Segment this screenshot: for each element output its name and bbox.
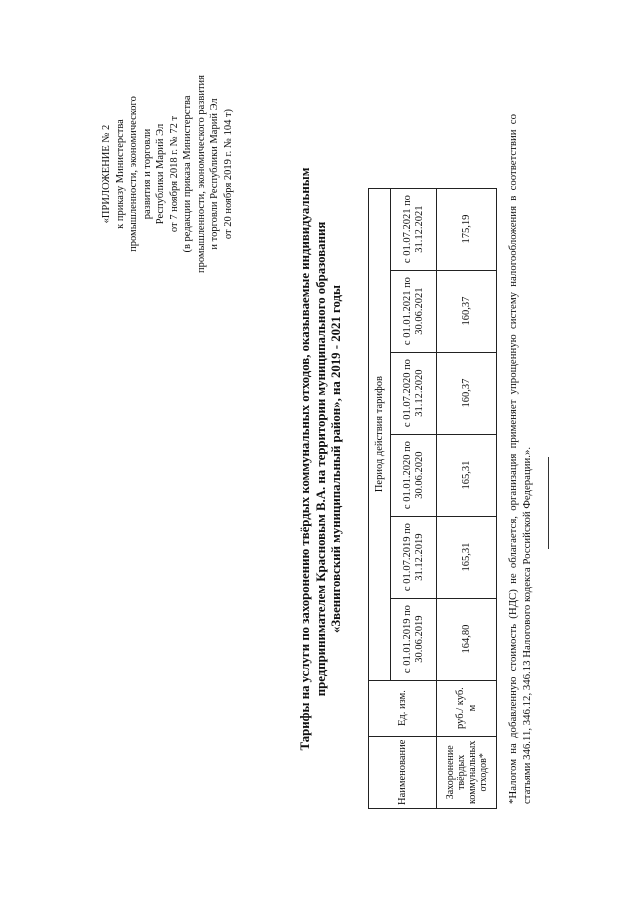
period-6: с 01.07.2021 по 31.12.2021 — [391, 188, 437, 270]
period-1: с 01.01.2019 по 30.06.2019 — [391, 598, 437, 680]
title-line: предпринимателем Красновым В.А. на территории муниципального образования — [313, 221, 328, 697]
appendix-line: «ПРИЛОЖЕНИЕ № 2 — [101, 124, 112, 224]
appendix-line: от 20 ноября 2019 г. № 104 т) — [222, 108, 234, 240]
divider-line — [548, 457, 549, 549]
value-3: 165,31 — [437, 434, 497, 516]
appendix-line: промышленности, экономического — [128, 96, 139, 252]
appendix-line: (в редакции приказа Министерства — [182, 95, 193, 253]
value-6: 175,19 — [437, 188, 497, 270]
value-4: 160,37 — [437, 352, 497, 434]
appendix-line: промышленности, экономического развития — [195, 75, 207, 274]
appendix-line: и торговли Республики Марий Эл — [209, 98, 220, 250]
header-name: Наименование — [369, 736, 437, 808]
appendix-line: от 7 ноября 2018 г. № 72 т — [168, 115, 180, 233]
appendix-line: Республики Марий Эл — [155, 123, 166, 225]
title-line: Тарифы на услуги по захоронению твёрдых коммунальных отходов, оказываемые индивидуальным — [298, 167, 312, 751]
appendix-line: развития и торговли — [141, 128, 153, 220]
value-5: 160,37 — [437, 270, 497, 352]
value-2: 165,31 — [437, 516, 497, 598]
tariff-table — [368, 188, 497, 809]
row-unit: руб./ куб. м — [437, 680, 497, 736]
header-period: Период действия тарифов — [369, 188, 391, 680]
appendix-line: к приказу Министерства — [114, 119, 126, 229]
row-name: Захоронение твёрдых коммунальных отходов* — [437, 736, 497, 808]
header-unit: Ед. изм. — [369, 680, 437, 736]
period-2: с 01.07.2019 по 31.12.2019 — [391, 516, 437, 598]
document-title — [298, 99, 345, 819]
title-line: «Звениговский муниципальный район», на 2019 - 2021 годы — [329, 285, 343, 633]
footnote: *Налогом на добавленную стоимость (НДС) не облагается, организация применяет упрощенную систему налогообложения в соответствии со статьями 346.11, 346.12, 346.13 Налогового кодекса Российской Федерации.». — [507, 114, 533, 804]
value-1: 164,80 — [437, 598, 497, 680]
period-3: с 01.01.2020 по 30.06.2020 — [391, 434, 437, 516]
period-5: с 01.01.2021 по 30.06.2021 — [391, 270, 437, 352]
appendix-header — [100, 54, 235, 294]
period-4: с 01.07.2020 по 31.12.2020 — [391, 352, 437, 434]
